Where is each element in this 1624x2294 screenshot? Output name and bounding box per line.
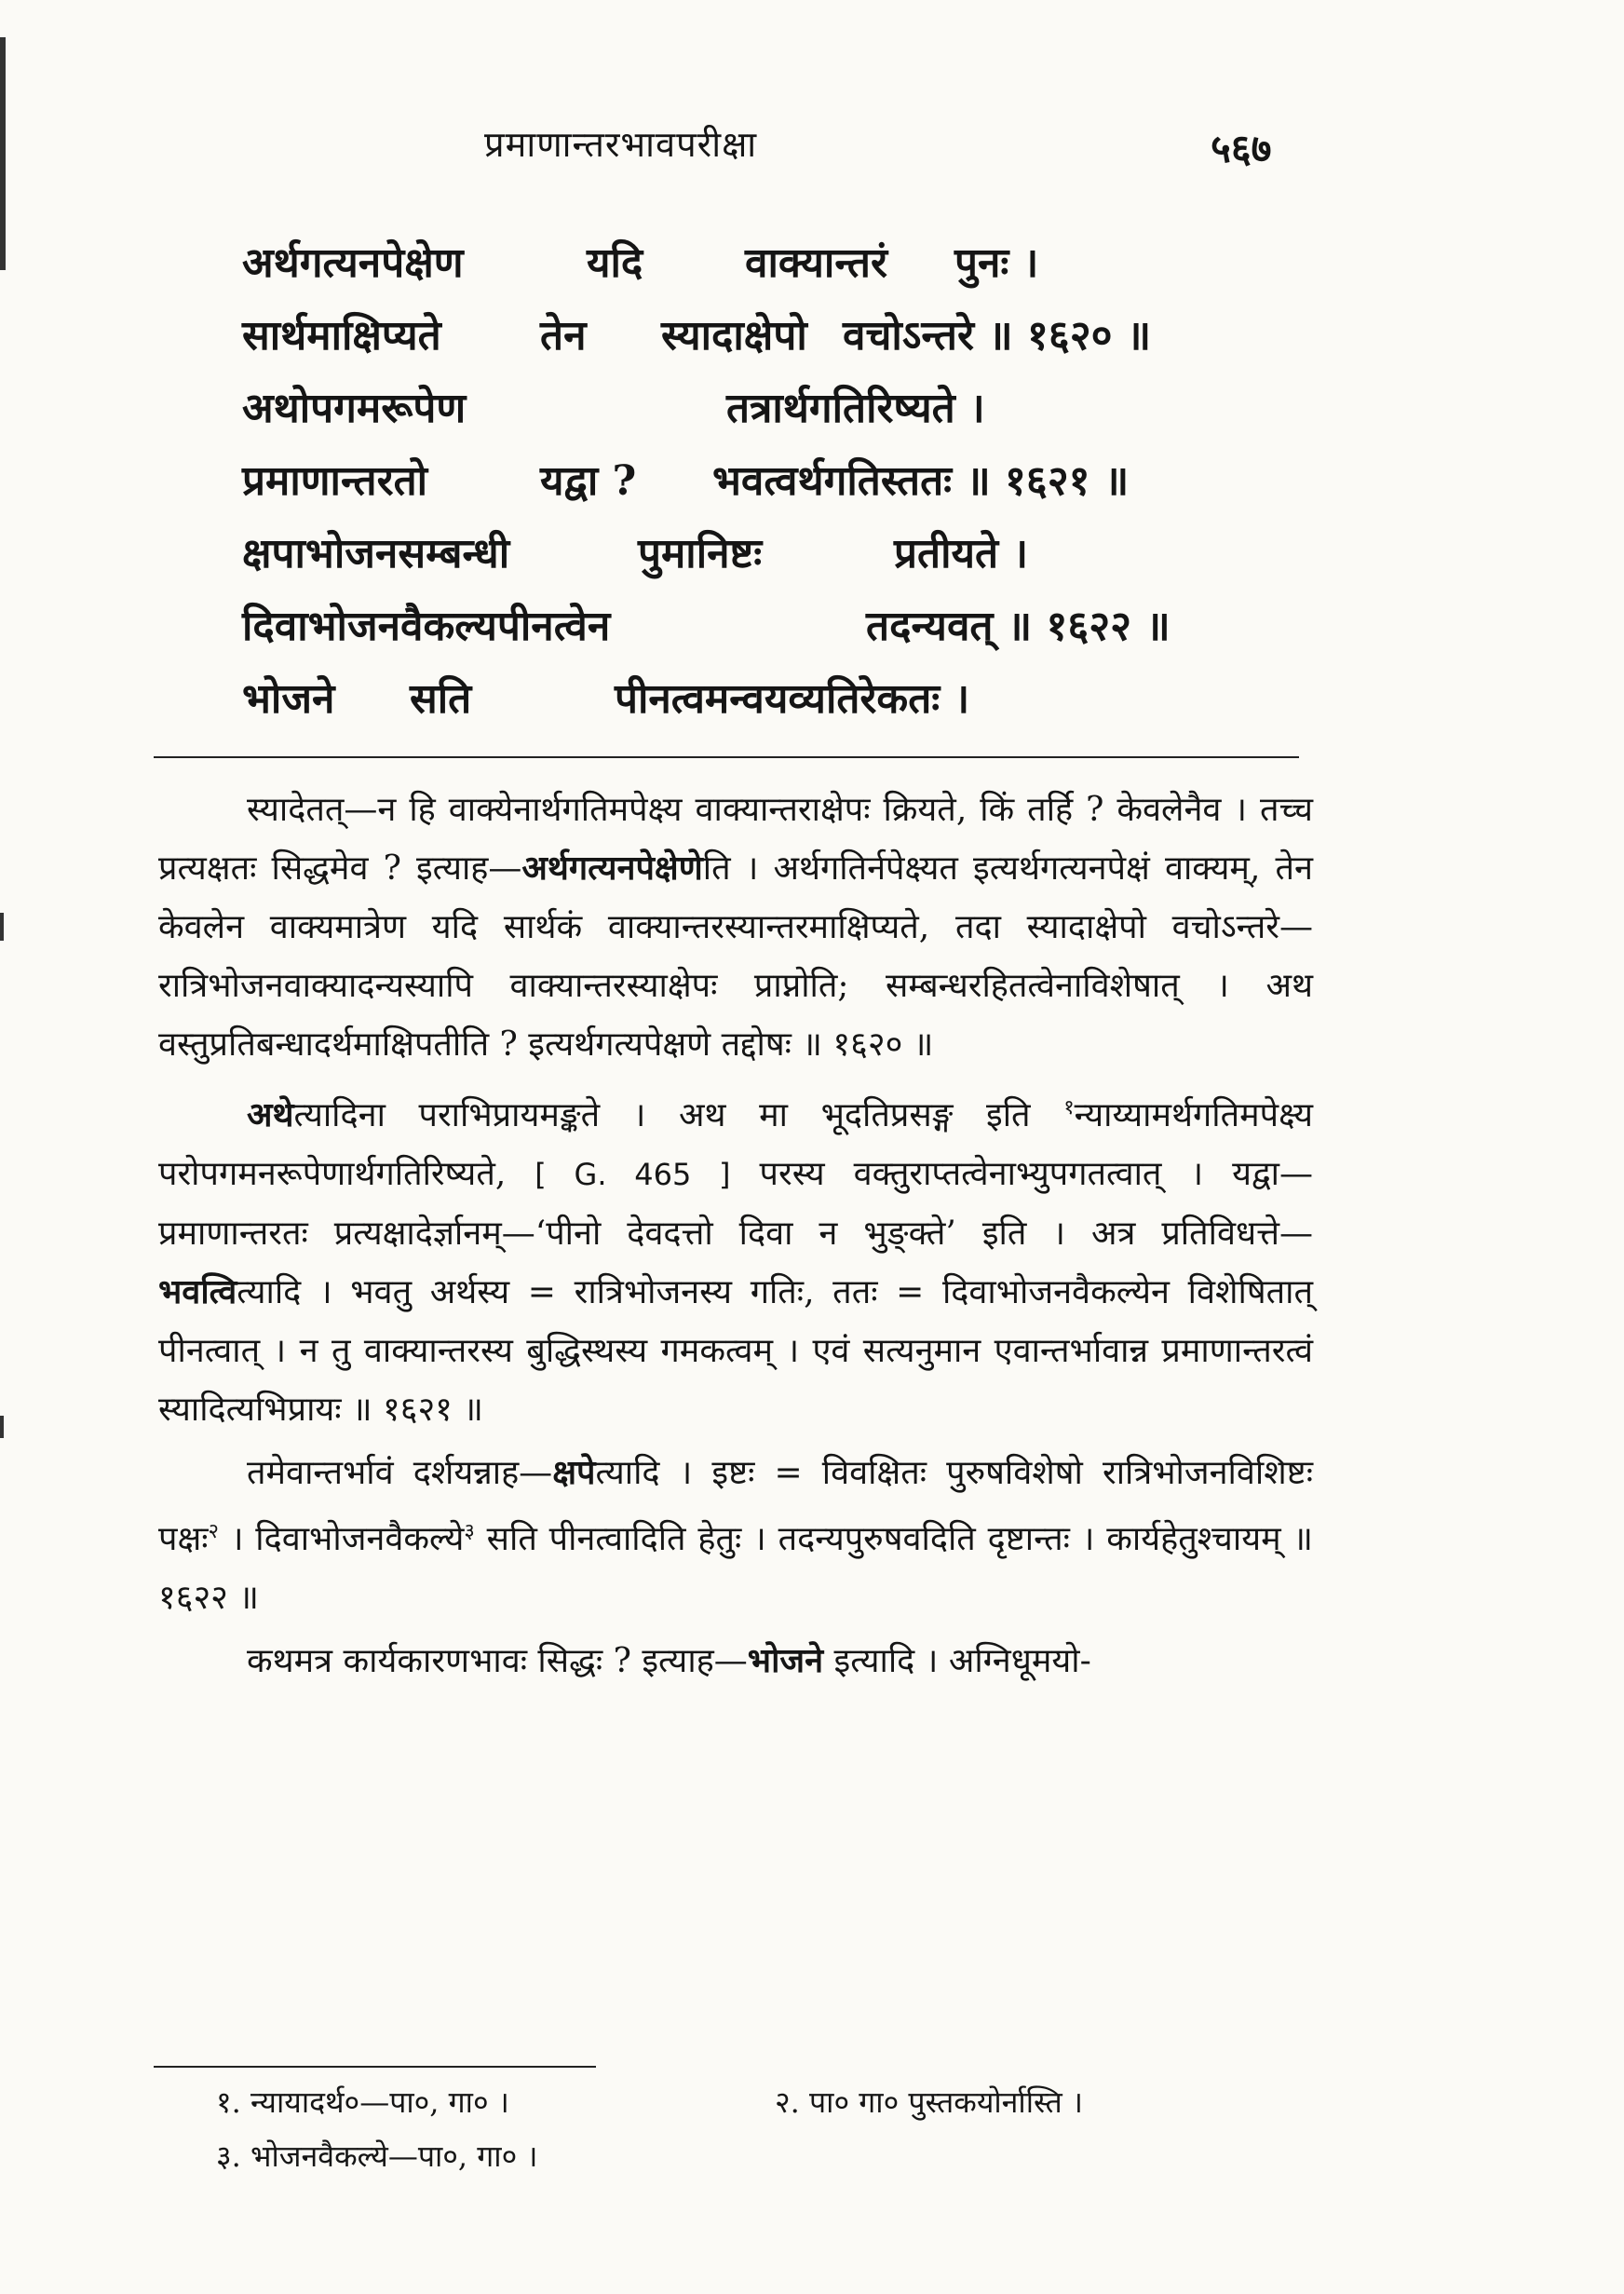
footnote-row [216, 2082, 1287, 2136]
verse-word: स्यादाक्षेपो [661, 312, 807, 360]
verse-line [242, 305, 1378, 378]
page-edge-mark [0, 1416, 4, 1438]
text-run: न्याय्यामर्थगतिमपेक्ष्य परोपगमनरूपेणार्थगतिरिष्यते, [158, 1096, 1313, 1193]
commentary-paragraph [158, 1632, 1313, 1690]
verse-word: सति [410, 675, 472, 723]
verse-line [242, 669, 1378, 741]
footnote: १. न्यायादर्थ०—पा०, गा० । [216, 2084, 509, 2120]
emphasis-text: भवत्वि [158, 1272, 237, 1311]
verse-word: क्षपाभोजनसम्बन्धी [242, 530, 510, 577]
text-run: परस्य वक्तुराप्तत्वेनाभ्युपगतत्वात् । यद्वा—प्रमाणान्तरतः प्रत्यक्षादेर्ज्ञानम्—‘पीनो देवदत्तो दिवा न भुङ्क्ते’ इति । अत्र प्रतिविधत्ते— [158, 1155, 1314, 1253]
commentary-block [158, 781, 1313, 1695]
verse-word: यदि [587, 239, 643, 287]
commentary-paragraph [158, 1444, 1313, 1627]
emphasis-text: भोजने [747, 1641, 824, 1680]
text-run: त्यादि । इष्टः = विवक्षितः पुरुषविशेषो रात्रिभोजनविशिष्टः पक्षः [158, 1454, 1313, 1558]
verse-word: तदन्यवत् ॥ १६२२ ॥ [866, 603, 1171, 650]
verse-word: वाक्यान्तरं [745, 239, 887, 287]
emphasis-text: अथे [247, 1095, 294, 1134]
footnote-ref: १ [1063, 1096, 1075, 1120]
text-run: त्यादि । भवतु अर्थस्य = रात्रिभोजनस्य गतिः, ततः = दिवाभोजनवैकल्येन विशेषितात् पीनत्वात् । न तु वाक्यान्तरस्य बुद्धिस्थस्य गमकत्वम् । एवं सत्यनुमान एवान्तर्भावान्न प्रमाणान्तरत्वं स्यादित्यभिप्रायः ॥ १६२१ ॥ [158, 1273, 1313, 1429]
verse-word: वचोऽन्तरे ॥ १६२० ॥ [843, 312, 1152, 360]
running-header-title: प्रमाणान्तरभावपरीक्षा [484, 124, 758, 165]
text-run: स्यादेतत्—न हि वाक्येनार्थगतिमपेक्ष्य वाक्यान्तराक्षेपः क्रियते, किं तर्हि ? केवलेनैव । तच्च प्रत्यक्षतः सिद्धमेव ? इत्याह— [158, 791, 1313, 888]
verse-block [242, 233, 1378, 741]
verse-word: अथोपगमरूपेण [242, 385, 467, 432]
edition-page-ref: [ G. 465 ] [535, 1157, 731, 1192]
footnotes [216, 2082, 1287, 2190]
text-run: । दिवाभोजनवैकल्ये [219, 1520, 465, 1558]
footnote: २. पा० गा० पुस्तकयोर्नास्ति । [775, 2084, 1083, 2120]
footnote-ref: २ [208, 1520, 219, 1543]
text-run: इत्यादि । अग्निधूमयो- [823, 1642, 1091, 1680]
footnote-row [216, 2136, 1287, 2190]
verse-word: सार्थमाक्षिप्यते [242, 312, 441, 360]
verse-word: तेन [540, 312, 587, 360]
verse-word: तत्रार्थगतिरिष्यते । [726, 385, 985, 432]
verse-line [242, 378, 1378, 451]
verse-word: यद्वा ? [540, 457, 637, 505]
verse-word: पीनत्वमन्वयव्यतिरेकतः । [615, 675, 970, 723]
verse-line [242, 451, 1378, 523]
verse-word: भवत्वर्थगतिस्ततः ॥ १६२१ ॥ [712, 457, 1130, 505]
section-divider [154, 756, 1299, 758]
emphasis-text: क्षपे [552, 1453, 596, 1492]
page-edge-mark [0, 913, 4, 941]
text-run: तमेवान्तर्भावं दर्शयन्नाह— [247, 1454, 553, 1492]
footnote-ref: ३ [464, 1520, 475, 1543]
verse-line [242, 233, 1378, 305]
verse-word: प्रमाणान्तरतो [242, 457, 428, 505]
text-run: त्यादिना पराभिप्रायमङ्कते । अथ मा भूदतिप्रसङ्ग इति [293, 1096, 1064, 1134]
emphasis-text: अर्थगत्यनपेक्षेणे [521, 848, 703, 888]
page-number: ५६७ [1211, 126, 1272, 171]
verse-line [242, 523, 1378, 596]
verse-word: अर्थगत्यनपेक्षेण [242, 239, 464, 287]
text-run: सति पीनत्वादिति हेतुः । तदन्यपुरुषवदिति दृष्टान्तः । कार्यहेतुश्चायम् ॥ १६२२ ॥ [158, 1520, 1313, 1617]
footnote-divider [154, 2066, 596, 2068]
footnote: ३. भोजनवैकल्ये—पा०, गा० । [216, 2138, 538, 2174]
commentary-paragraph [158, 1079, 1313, 1439]
page-edge-mark [0, 37, 6, 270]
commentary-paragraph [158, 781, 1313, 1074]
verse-word: प्रतीयते । [894, 530, 1029, 577]
verse-word: पुनः । [954, 239, 1039, 287]
text-run: कथमत्र कार्यकारणभावः सिद्धः ? इत्याह— [247, 1642, 748, 1680]
verse-word: दिवाभोजनवैकल्यपीनत्वेन [242, 603, 611, 650]
verse-line [242, 596, 1378, 669]
verse-word: भोजने [242, 675, 335, 723]
text-run: ति । अर्थगतिर्नपेक्ष्यत इत्यर्थगत्यनपेक्षं वाक्यम्, तेन केवलेन वाक्यमात्रेण यदि सार्थकं वाक्यान्तरस्यान्तरमाक्षिप्यते, तदा स्यादाक्षेपो वचोऽन्तरे—रात्रिभोजनवाक्यादन्यस्यापि वाक्यान्तरस्याक्षेपः प्राप्नोति; सम्बन्धरहितत्वेनाविशेषात् । अथ वस्तुप्रतिबन्धादर्थमाक्षिपतीति ? इत्यर्थगत्यपेक्षणे तद्दोषः ॥ १६२० ॥ [158, 849, 1313, 1064]
verse-word: पुमानिष्टः [638, 530, 763, 577]
